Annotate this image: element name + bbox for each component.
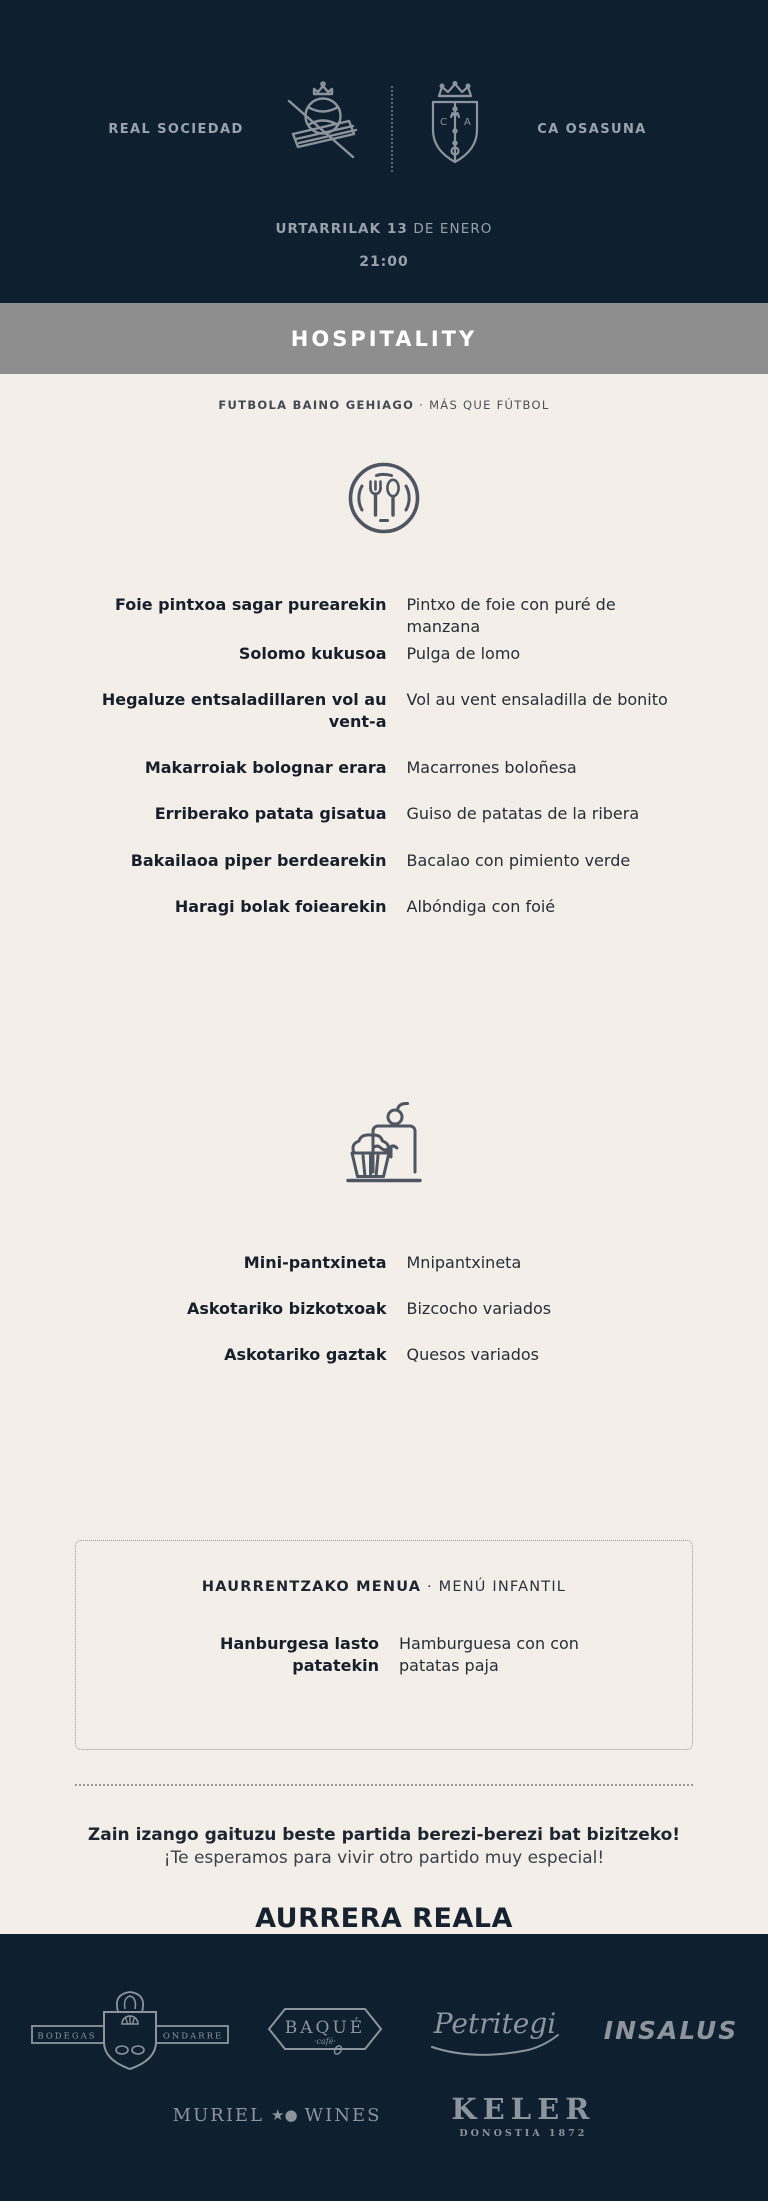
dessert-icon [342,1102,426,1196]
petritegi-name-text: Petritegi [433,2006,556,2040]
keler-sub-text: DONOSTIA 1872 [459,2127,588,2139]
menu-item-spanish: Mnipantxineta [406,1252,522,1272]
tagline [218,398,549,412]
sponsor-row-2 [173,2092,596,2139]
menu-item-row [87,757,682,779]
petritegi-logo-icon [420,1997,570,2065]
match-header [0,0,768,303]
bodegas-ondarre-logo-icon [30,1984,230,2078]
menu-item-spanish: Bacalao con pimiento verde [406,850,631,870]
muriel-text-left: MURIEL [172,2104,265,2126]
keler-logo [451,2092,595,2139]
menu-item-basque: Solomo kukusoa [238,644,387,664]
home-team-name: REAL SOCIEDAD [108,121,244,137]
bodegas-ondarre-text-right: ONDARRE [162,2031,223,2042]
menu-item-spanish: Pulga de lomo [406,644,521,664]
sponsor-row-1 [30,1976,738,2086]
menu-item-basque: Haragi bolak foiearekin [174,896,387,916]
menu-item-basque: Bakailaoa piper berdearekin [130,850,387,870]
ca-osasuna-crest-icon [423,81,487,177]
baque-cafe-logo-icon [264,2000,386,2062]
club-slogan: AURRERA REALA [255,1902,513,1934]
menu-item-spanish: Vol au vent ensaladilla de bonito [406,690,668,710]
kids-menu-box [75,1540,693,1750]
match-date-spanish: DE ENERO [413,221,493,237]
away-team-name: CA OSASUNA [537,121,647,137]
menu-item-row [87,896,682,918]
bodegas-ondarre-text-left: BODEGAS [37,2031,97,2042]
menu-item-spanish: Macarrones boloñesa [406,758,577,778]
dessert-menu-list [87,1252,682,1390]
menu-item-row [87,689,682,733]
match-row [101,84,667,174]
menu-item-row [87,1252,682,1274]
kids-menu-list [126,1633,642,1677]
menu-item-basque: Erriberako patata gisatua [154,804,387,824]
muriel-star-fig-icon: ★● [271,2106,298,2125]
match-date-basque: URTARRILAK 13 [275,221,408,237]
menu-item-spanish: Pintxo de foie con puré de manzana [406,595,616,637]
menu-item-row [87,594,682,638]
baque-name-text: BAQUÉ [284,2017,365,2038]
main-menu-list [87,594,682,942]
menu-item-row [126,1633,642,1677]
sponsors-footer [0,1934,768,2201]
dotted-divider [75,1784,693,1786]
insalus-logo: INSALUS [603,2016,739,2046]
menu-item-basque: Mini-pantxineta [243,1252,387,1272]
menu-item-row [87,803,682,825]
svg-text:A: A [464,117,471,128]
closing-message [88,1824,680,1869]
closing-line-spanish: ¡Te esperamos para vivir otro partido muy especial! [163,1847,605,1868]
kids-menu-title-separator: · [427,1578,433,1595]
tagline-basque: FUTBOLA BAINO GEHIAGO [218,398,415,412]
baque-sub-text: ·café· [313,2036,336,2046]
closing-line-basque: Zain izango gaituzu beste partida berezi-berezi bat bizitzeko! [87,1825,681,1846]
hospitality-title: HOSPITALITY [290,326,478,351]
menu-item-row [87,1344,682,1366]
hospitality-banner [0,303,768,374]
menu-item-basque: Foie pintxoa sagar purearekin [114,595,387,614]
crest-dotted-separator [391,86,393,172]
menu-item-basque: Hanburgesa lasto patatekin [220,1633,379,1676]
muriel-wines-logo [173,2105,382,2126]
menu-item-basque: Askotariko bizkotxoak [186,1298,387,1318]
menu-item-spanish: Quesos variados [406,1344,540,1364]
menu-item-spanish: Guiso de patatas de la ribera [406,804,640,824]
svg-text:C: C [440,117,447,128]
tagline-spanish: MÁS QUE FÚTBOL [429,398,550,412]
menu-body [0,374,768,1934]
dining-icon [346,460,422,540]
kickoff-time: 21:00 [359,254,409,270]
kids-menu-title-basque: HAURRENTZAKO MENUA [201,1578,422,1595]
tagline-separator: · [419,398,425,412]
menu-item-basque: Hegaluze entsaladillaren vol au vent-a [101,690,387,732]
kids-menu-title-spanish: MENÚ INFANTIL [438,1578,567,1595]
menu-item-basque: Makarroiak bolognar erara [144,758,387,778]
menu-item-spanish: Albóndiga con foié [406,896,556,916]
menu-item-spanish: Bizcocho variados [406,1298,552,1318]
kids-menu-title [126,1579,642,1595]
menu-item-spanish: Hamburguesa con con patatas paja [399,1633,579,1676]
menu-item-row [87,643,682,665]
keler-name-text: KELER [451,2091,596,2126]
match-date [275,221,492,237]
muriel-text-right: WINES [304,2104,382,2126]
menu-item-basque: Askotariko gaztak [224,1344,387,1364]
menu-item-row [87,850,682,872]
real-sociedad-crest-icon [281,81,361,177]
menu-item-row [87,1298,682,1320]
